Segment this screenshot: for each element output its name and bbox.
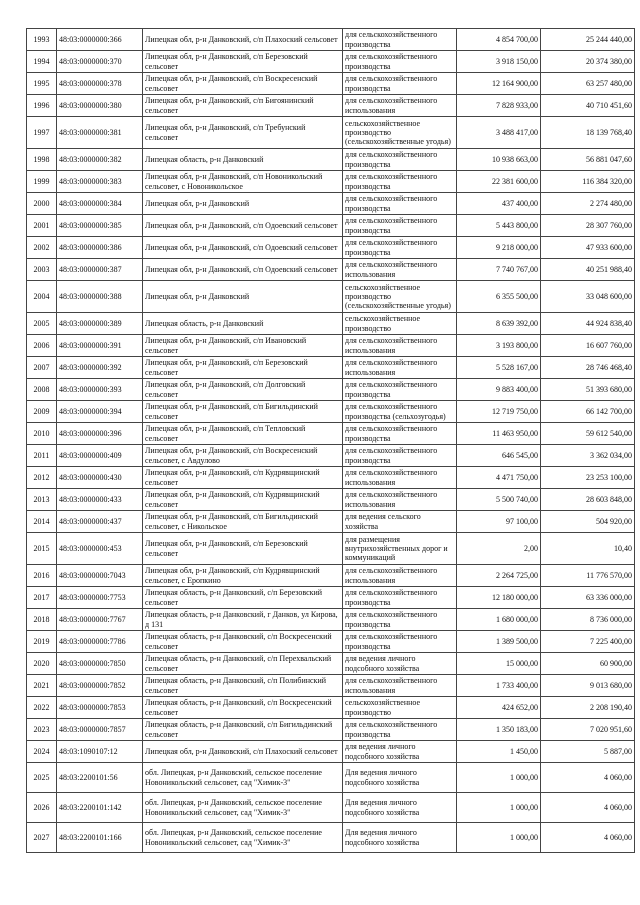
table-row [27,117,635,149]
location-cell: Липецкая область, р-н Данковский, с/п Бигильдинский сельсовет [143,719,343,741]
table-row [27,697,635,719]
permitted-use-cell: для сельскохозяйственного производства [343,51,457,73]
location-cell: Липецкая обл, р-н Данковский, с/п Березовский сельсовет [143,533,343,565]
location-cell: Липецкая область, р-н Данковский [143,313,343,335]
permitted-use-cell: для сельскохозяйственного производства [343,423,457,445]
area-cell: 7 828 933,00 [457,95,541,117]
table-row [27,719,635,741]
table-row [27,357,635,379]
location-cell: обл. Липецкая, р-н Данковский, сельское поселение Новоникольский сельсовет, сад "Химик-3" [143,793,343,823]
table-row [27,149,635,171]
cadastral-number-cell: 48:03:0000000:392 [57,357,143,379]
location-cell: Липецкая обл, р-н Данковский, с/п Новоникольский сельсовет, с Новоникольское [143,171,343,193]
row-number-cell: 2004 [27,281,57,313]
permitted-use-cell: для ведения личного подсобного хозяйства [343,741,457,763]
area-cell: 1 000,00 [457,823,541,853]
cadastral-number-cell: 48:03:0000000:382 [57,149,143,171]
area-cell: 1 733 400,00 [457,675,541,697]
area-cell: 2 264 725,00 [457,565,541,587]
permitted-use-cell: для сельскохозяйственного производства [343,719,457,741]
area-cell: 1 000,00 [457,793,541,823]
table-row [27,489,635,511]
row-number-cell: 2019 [27,631,57,653]
cadastral-number-cell: 48:03:1090107:12 [57,741,143,763]
cadastral-value-cell: 4 060,00 [541,793,635,823]
row-number-cell: 1998 [27,149,57,171]
row-number-cell: 2026 [27,793,57,823]
location-cell: Липецкая обл, р-н Данковский [143,193,343,215]
location-cell: Липецкая обл, р-н Данковский, с/п Бигильдинский сельсовет [143,401,343,423]
location-cell: Липецкая обл, р-н Данковский, с/п Одоевский сельсовет [143,259,343,281]
cadastral-number-cell: 48:03:0000000:7043 [57,565,143,587]
land-register-page [26,28,634,853]
area-cell: 2,00 [457,533,541,565]
location-cell: Липецкая обл, р-н Данковский, с/п Бигоянинский сельсовет [143,95,343,117]
area-cell: 1 000,00 [457,763,541,793]
permitted-use-cell: для сельскохозяйственного производства [343,29,457,51]
cadastral-value-cell: 8 736 000,00 [541,609,635,631]
row-number-cell: 2017 [27,587,57,609]
location-cell: Липецкая область, р-н Данковский, г Данков, ул Кирова, д 131 [143,609,343,631]
cadastral-value-cell: 7 020 951,60 [541,719,635,741]
row-number-cell: 2015 [27,533,57,565]
row-number-cell: 2020 [27,653,57,675]
cadastral-number-cell: 48:03:0000000:387 [57,259,143,281]
permitted-use-cell: для ведения сельского хозяйства [343,511,457,533]
cadastral-value-cell: 56 881 047,60 [541,149,635,171]
permitted-use-cell: сельскохозяйственное производство [343,313,457,335]
permitted-use-cell: сельскохозяйственное производство (сельскохозяйственные угодья) [343,281,457,313]
cadastral-number-cell: 48:03:0000000:430 [57,467,143,489]
cadastral-number-cell: 48:03:0000000:380 [57,95,143,117]
row-number-cell: 2011 [27,445,57,467]
location-cell: Липецкая обл, р-н Данковский, с/п Требунский сельсовет [143,117,343,149]
row-number-cell: 1997 [27,117,57,149]
area-cell: 10 938 663,00 [457,149,541,171]
location-cell: обл. Липецкая, р-н Данковский, сельское поселение Новоникольский сельсовет, сад "Химик-3" [143,823,343,853]
cadastral-number-cell: 48:03:2200101:142 [57,793,143,823]
cadastral-value-cell: 11 776 570,00 [541,565,635,587]
row-number-cell: 2007 [27,357,57,379]
cadastral-value-cell: 25 244 440,00 [541,29,635,51]
cadastral-value-cell: 20 374 380,00 [541,51,635,73]
cadastral-number-cell: 48:03:0000000:386 [57,237,143,259]
table-row [27,259,635,281]
cadastral-value-cell: 66 142 700,00 [541,401,635,423]
area-cell: 437 400,00 [457,193,541,215]
location-cell: Липецкая область, р-н Данковский, с/п Полибинский сельсовет [143,675,343,697]
area-cell: 22 381 600,00 [457,171,541,193]
area-cell: 6 355 500,00 [457,281,541,313]
location-cell: Липецкая область, р-н Данковский, с/п Березовский сельсовет [143,587,343,609]
cadastral-value-cell: 28 603 848,00 [541,489,635,511]
area-cell: 9 883 400,00 [457,379,541,401]
cadastral-number-cell: 48:03:2200101:166 [57,823,143,853]
table-row [27,313,635,335]
table-row [27,193,635,215]
location-cell: Липецкая обл, р-н Данковский, с/п Кудрявщинский сельсовет [143,489,343,511]
permitted-use-cell: для сельскохозяйственного использования [343,357,457,379]
cadastral-number-cell: 48:03:0000000:437 [57,511,143,533]
location-cell: Липецкая область, р-н Данковский, с/п Воскресенский сельсовет [143,697,343,719]
row-number-cell: 2009 [27,401,57,423]
permitted-use-cell: Для ведения личного подсобного хозяйства [343,763,457,793]
area-cell: 5 500 740,00 [457,489,541,511]
area-cell: 11 463 950,00 [457,423,541,445]
cadastral-value-cell: 23 253 100,00 [541,467,635,489]
row-number-cell: 1995 [27,73,57,95]
area-cell: 3 193 800,00 [457,335,541,357]
cadastral-value-cell: 60 900,00 [541,653,635,675]
permitted-use-cell: сельскохозяйственное производство (сельскохозяйственные угодья) [343,117,457,149]
location-cell: Липецкая обл, р-н Данковский, с/п Воскресенский сельсовет [143,73,343,95]
permitted-use-cell: для сельскохозяйственного производства [343,171,457,193]
cadastral-value-cell: 2 274 480,00 [541,193,635,215]
row-number-cell: 2024 [27,741,57,763]
row-number-cell: 2027 [27,823,57,853]
area-cell: 9 218 000,00 [457,237,541,259]
table-row [27,281,635,313]
permitted-use-cell: для сельскохозяйственного производства [343,587,457,609]
cadastral-value-cell: 16 607 760,00 [541,335,635,357]
cadastral-value-cell: 7 225 400,00 [541,631,635,653]
row-number-cell: 2010 [27,423,57,445]
cadastral-value-cell: 4 060,00 [541,763,635,793]
row-number-cell: 2002 [27,237,57,259]
permitted-use-cell: для сельскохозяйственного производства [343,631,457,653]
cadastral-number-cell: 48:03:0000000:7857 [57,719,143,741]
cadastral-value-cell: 2 208 190,40 [541,697,635,719]
area-cell: 12 164 900,00 [457,73,541,95]
row-number-cell: 2018 [27,609,57,631]
permitted-use-cell: для сельскохозяйственного производства [343,149,457,171]
location-cell: обл. Липецкая, р-н Данковский, сельское поселение Новоникольский сельсовет, сад "Химик-3" [143,763,343,793]
area-cell: 7 740 767,00 [457,259,541,281]
cadastral-value-cell: 3 362 034,00 [541,445,635,467]
location-cell: Липецкая область, р-н Данковский [143,149,343,171]
permitted-use-cell: для сельскохозяйственного производства (сельхозугодья) [343,401,457,423]
table-row [27,653,635,675]
area-cell: 3 488 417,00 [457,117,541,149]
cadastral-number-cell: 48:03:2200101:56 [57,763,143,793]
table-row [27,565,635,587]
permitted-use-cell: для сельскохозяйственного производства [343,237,457,259]
table-row [27,467,635,489]
location-cell: Липецкая обл, р-н Данковский, с/п Плахоский сельсовет [143,29,343,51]
cadastral-number-cell: 48:03:0000000:394 [57,401,143,423]
row-number-cell: 2006 [27,335,57,357]
cadastral-number-cell: 48:03:0000000:388 [57,281,143,313]
location-cell: Липецкая обл, р-н Данковский, с/п Кудрявщинский сельсовет [143,467,343,489]
cadastral-number-cell: 48:03:0000000:7853 [57,697,143,719]
location-cell: Липецкая область, р-н Данковский, с/п Перехвальский сельсовет [143,653,343,675]
row-number-cell: 2016 [27,565,57,587]
permitted-use-cell: Для ведения личного подсобного хозяйства [343,793,457,823]
cadastral-number-cell: 48:03:0000000:396 [57,423,143,445]
cadastral-value-cell: 63 336 000,00 [541,587,635,609]
row-number-cell: 2012 [27,467,57,489]
table-row [27,533,635,565]
area-cell: 3 918 150,00 [457,51,541,73]
table-row [27,445,635,467]
area-cell: 15 000,00 [457,653,541,675]
area-cell: 12 719 750,00 [457,401,541,423]
row-number-cell: 2003 [27,259,57,281]
table-row [27,631,635,653]
table-row [27,335,635,357]
table-row [27,763,635,793]
location-cell: Липецкая обл, р-н Данковский, с/п Березовский сельсовет [143,51,343,73]
permitted-use-cell: сельскохозяйственное производство [343,697,457,719]
area-cell: 646 545,00 [457,445,541,467]
table-row [27,823,635,853]
cadastral-value-cell: 44 924 838,40 [541,313,635,335]
table-row [27,511,635,533]
table-row [27,215,635,237]
permitted-use-cell: для сельскохозяйственного производства [343,73,457,95]
area-cell: 1 389 500,00 [457,631,541,653]
location-cell: Липецкая обл, р-н Данковский, с/п Одоевский сельсовет [143,215,343,237]
cadastral-value-cell: 28 307 760,00 [541,215,635,237]
location-cell: Липецкая область, р-н Данковский, с/п Воскресенский сельсовет [143,631,343,653]
area-cell: 12 180 000,00 [457,587,541,609]
cadastral-value-cell: 5 887,00 [541,741,635,763]
table-row [27,423,635,445]
location-cell: Липецкая обл, р-н Данковский, с/п Воскресенский сельсовет, с Авдулово [143,445,343,467]
permitted-use-cell: Для ведения личного подсобного хозяйства [343,823,457,853]
permitted-use-cell: для сельскохозяйственного использования [343,489,457,511]
cadastral-number-cell: 48:03:0000000:389 [57,313,143,335]
location-cell: Липецкая обл, р-н Данковский, с/п Одоевский сельсовет [143,237,343,259]
row-number-cell: 2021 [27,675,57,697]
cadastral-value-cell: 59 612 540,00 [541,423,635,445]
cadastral-number-cell: 48:03:0000000:453 [57,533,143,565]
row-number-cell: 2014 [27,511,57,533]
permitted-use-cell: для сельскохозяйственного производства [343,379,457,401]
row-number-cell: 2005 [27,313,57,335]
location-cell: Липецкая обл, р-н Данковский, с/п Тепловский сельсовет [143,423,343,445]
table-row [27,401,635,423]
cadastral-number-cell: 48:03:0000000:7786 [57,631,143,653]
permitted-use-cell: для сельскохозяйственного производства [343,215,457,237]
cadastral-value-cell: 47 933 600,00 [541,237,635,259]
cadastral-number-cell: 48:03:0000000:370 [57,51,143,73]
cadastral-value-cell: 40 251 988,40 [541,259,635,281]
permitted-use-cell: для сельскохозяйственного использования [343,467,457,489]
location-cell: Липецкая обл, р-н Данковский, с/п Ивановский сельсовет [143,335,343,357]
row-number-cell: 2022 [27,697,57,719]
area-cell: 1 350 183,00 [457,719,541,741]
cadastral-number-cell: 48:03:0000000:7850 [57,653,143,675]
permitted-use-cell: для ведения личного подсобного хозяйства [343,653,457,675]
cadastral-number-cell: 48:03:0000000:384 [57,193,143,215]
location-cell: Липецкая обл, р-н Данковский, с/п Бигильдинский сельсовет, с Никольское [143,511,343,533]
cadastral-value-cell: 33 048 600,00 [541,281,635,313]
area-cell: 4 854 700,00 [457,29,541,51]
area-cell: 424 652,00 [457,697,541,719]
table-row [27,73,635,95]
cadastral-number-cell: 48:03:0000000:433 [57,489,143,511]
row-number-cell: 2023 [27,719,57,741]
location-cell: Липецкая обл, р-н Данковский, с/п Плахоский сельсовет [143,741,343,763]
area-cell: 4 471 750,00 [457,467,541,489]
row-number-cell: 2001 [27,215,57,237]
area-cell: 1 450,00 [457,741,541,763]
row-number-cell: 2025 [27,763,57,793]
location-cell: Липецкая обл, р-н Данковский [143,281,343,313]
cadastral-value-cell: 116 384 320,00 [541,171,635,193]
cadastral-number-cell: 48:03:0000000:391 [57,335,143,357]
cadastral-value-cell: 4 060,00 [541,823,635,853]
cadastral-value-cell: 51 393 680,00 [541,379,635,401]
table-row [27,171,635,193]
location-cell: Липецкая обл, р-н Данковский, с/п Долговский сельсовет [143,379,343,401]
cadastral-value-cell: 28 746 468,40 [541,357,635,379]
cadastral-number-cell: 48:03:0000000:366 [57,29,143,51]
area-cell: 5 528 167,00 [457,357,541,379]
row-number-cell: 2008 [27,379,57,401]
table-row [27,29,635,51]
cadastral-number-cell: 48:03:0000000:7767 [57,609,143,631]
table-row [27,95,635,117]
permitted-use-cell: для сельскохозяйственного использования [343,675,457,697]
row-number-cell: 1993 [27,29,57,51]
cadastral-value-cell: 63 257 480,00 [541,73,635,95]
row-number-cell: 1994 [27,51,57,73]
table-row [27,237,635,259]
permitted-use-cell: для размещения внутрихозяйственных дорог и коммуникаций [343,533,457,565]
area-cell: 8 639 392,00 [457,313,541,335]
table-body [27,29,635,853]
row-number-cell: 2013 [27,489,57,511]
permitted-use-cell: для сельскохозяйственного использования [343,335,457,357]
table-row [27,51,635,73]
location-cell: Липецкая обл, р-н Данковский, с/п Кудрявщинский сельсовет, с Еропкино [143,565,343,587]
table-row [27,587,635,609]
row-number-cell: 1996 [27,95,57,117]
cadastral-number-cell: 48:03:0000000:385 [57,215,143,237]
row-number-cell: 2000 [27,193,57,215]
cadastral-value-cell: 10,40 [541,533,635,565]
table-row [27,793,635,823]
area-cell: 1 680 000,00 [457,609,541,631]
cadastral-number-cell: 48:03:0000000:383 [57,171,143,193]
permitted-use-cell: для сельскохозяйственного использования [343,95,457,117]
cadastral-number-cell: 48:03:0000000:378 [57,73,143,95]
permitted-use-cell: для сельскохозяйственного производства [343,193,457,215]
area-cell: 97 100,00 [457,511,541,533]
cadastral-number-cell: 48:03:0000000:7852 [57,675,143,697]
permitted-use-cell: для сельскохозяйственного производства [343,445,457,467]
cadastral-value-cell: 504 920,00 [541,511,635,533]
cadastral-value-cell: 18 139 768,40 [541,117,635,149]
permitted-use-cell: для сельскохозяйственного производства [343,609,457,631]
land-register-table [26,28,635,853]
table-row [27,379,635,401]
row-number-cell: 1999 [27,171,57,193]
table-row [27,609,635,631]
cadastral-number-cell: 48:03:0000000:381 [57,117,143,149]
location-cell: Липецкая обл, р-н Данковский, с/п Березовский сельсовет [143,357,343,379]
area-cell: 5 443 800,00 [457,215,541,237]
table-row [27,741,635,763]
cadastral-value-cell: 40 710 451,60 [541,95,635,117]
permitted-use-cell: для сельскохозяйственного использования [343,259,457,281]
cadastral-number-cell: 48:03:0000000:409 [57,445,143,467]
cadastral-value-cell: 9 013 680,00 [541,675,635,697]
cadastral-number-cell: 48:03:0000000:393 [57,379,143,401]
table-row [27,675,635,697]
cadastral-number-cell: 48:03:0000000:7753 [57,587,143,609]
permitted-use-cell: для сельскохозяйственного использования [343,565,457,587]
